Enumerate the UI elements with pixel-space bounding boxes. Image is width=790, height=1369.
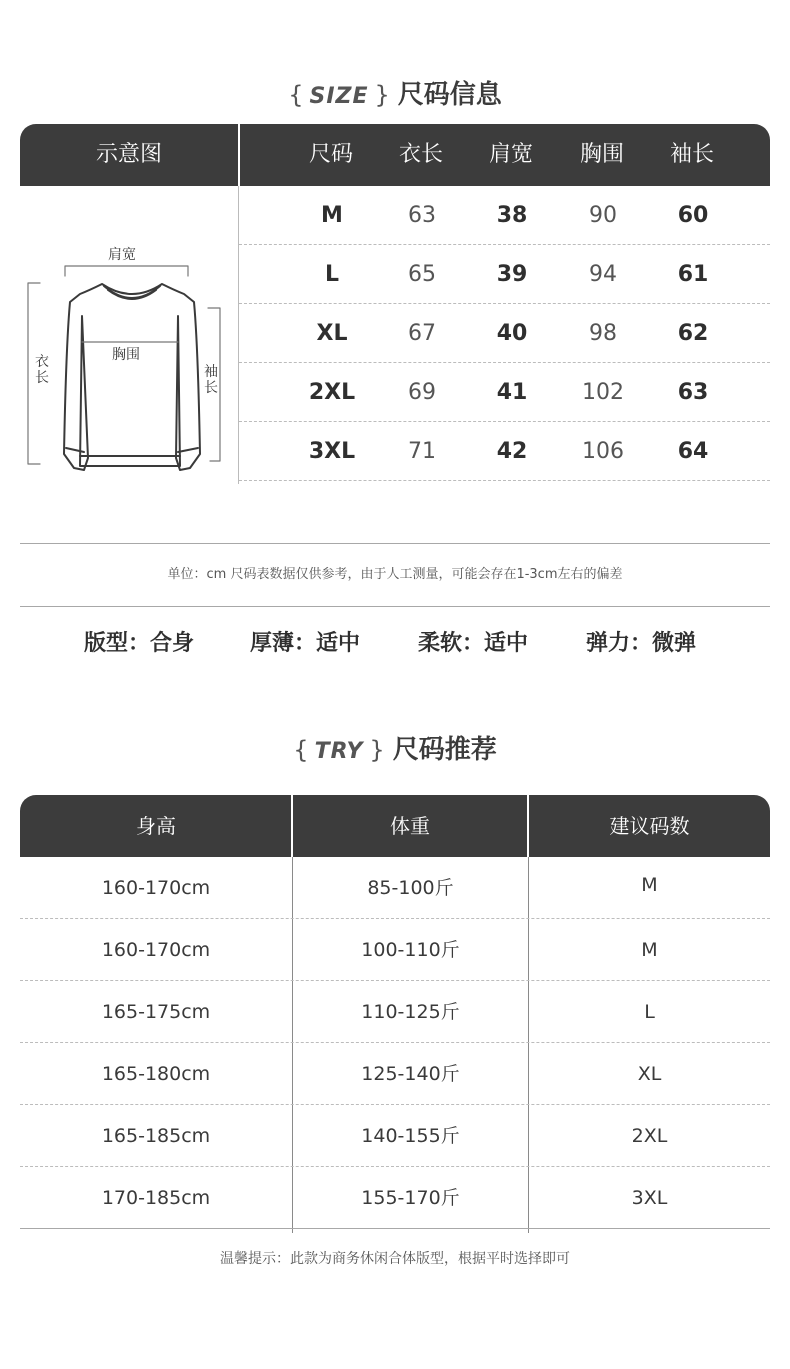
sleeve-length-char: 袖 (204, 364, 218, 380)
recommended-size-cell: L (644, 1001, 655, 1023)
size-title-label: 尺码信息 (397, 80, 502, 110)
table-row (239, 422, 770, 481)
shoulder-cell: 42 (496, 439, 528, 464)
chest-cell: 106 (582, 439, 624, 464)
table-row (239, 363, 770, 422)
column-header-sleeve: 袖长 (669, 142, 714, 167)
height-cell: 165-180cm (101, 1063, 211, 1085)
column-header-recommended-size: 建议码数 (609, 814, 690, 838)
height-cell: 165-175cm (101, 1001, 211, 1023)
column-header-length: 衣长 (398, 142, 443, 167)
length-cell: 69 (408, 380, 436, 405)
divider (20, 606, 770, 607)
size-cell: 2XL (308, 380, 356, 405)
shoulder-cell: 39 (496, 262, 528, 287)
shoulder-cell: 38 (496, 203, 528, 228)
table-row (20, 857, 770, 919)
table-row (20, 919, 770, 981)
recommendation-table-header (20, 795, 770, 857)
height-cell: 165-185cm (101, 1125, 211, 1147)
try-english-label: TRY (314, 739, 364, 764)
sleeve-cell: 60 (677, 203, 709, 228)
table-row (20, 1043, 770, 1105)
table-row (20, 1167, 770, 1229)
table-row (20, 981, 770, 1043)
brace-open: { (293, 736, 309, 764)
weight-cell: 155-170斤 (361, 1187, 460, 1209)
sleeve-cell: 64 (677, 439, 709, 464)
body-length-label (34, 354, 50, 386)
length-cell: 65 (408, 262, 436, 287)
fabric-attributes (0, 626, 790, 662)
chest-cell: 90 (589, 203, 617, 228)
weight-cell: 110-125斤 (361, 1001, 460, 1023)
size-table (20, 124, 770, 464)
recommended-size-cell: M (641, 939, 658, 961)
chest-cell: 102 (582, 380, 624, 405)
table-row (239, 245, 770, 304)
weight-cell: 85-100斤 (367, 877, 454, 899)
size-english-label: SIZE (309, 84, 369, 109)
shoulder-cell: 41 (496, 380, 528, 405)
tip-note: 温馨提示：此款为商务休闲合体版型，根据平时选择即可 (220, 1251, 570, 1267)
column-header-size: 尺码 (308, 142, 353, 167)
size-cell: M (321, 203, 343, 228)
diagram-header: 示意图 (95, 142, 162, 167)
recommendation-table-body (20, 857, 770, 1229)
body-length-char: 衣 (35, 354, 49, 370)
chest-cell: 98 (589, 321, 617, 346)
column-header-weight: 体重 (390, 814, 430, 838)
size-table-body (238, 186, 770, 484)
chest-label: 胸围 (112, 347, 140, 363)
brace-close: } (369, 736, 385, 764)
body-length-char: 长 (35, 370, 49, 386)
sweater-outline-icon (20, 186, 238, 484)
shoulder-width-label: 肩宽 (108, 247, 136, 263)
height-cell: 160-170cm (101, 877, 211, 899)
length-cell: 63 (408, 203, 436, 228)
size-table-header (20, 124, 770, 186)
table-row (20, 1105, 770, 1167)
brace-close: } (374, 81, 390, 109)
brace-open: { (288, 81, 304, 109)
column-header-chest: 胸围 (579, 142, 624, 167)
length-cell: 71 (408, 439, 436, 464)
height-cell: 170-185cm (101, 1187, 211, 1209)
size-cell: 3XL (308, 439, 356, 464)
recommended-size-cell: M (641, 874, 658, 896)
length-cell: 67 (408, 321, 436, 346)
shoulder-cell: 40 (496, 321, 528, 346)
table-row (239, 304, 770, 363)
table-row (239, 186, 770, 245)
size-cell: L (324, 262, 340, 287)
attribute-softness: 柔软：适中 (418, 631, 529, 656)
chest-cell: 94 (589, 262, 617, 287)
unit-note: 单位：cm 尺码表数据仅供参考，由于人工测量，可能会存在1-3cm左右的偏差 (167, 567, 623, 582)
recommended-size-cell: 2XL (631, 1125, 668, 1147)
attribute-elasticity: 弹力：微弹 (586, 631, 697, 656)
try-section-title (0, 729, 790, 766)
sleeve-cell: 61 (677, 262, 709, 287)
column-header-shoulder: 肩宽 (488, 142, 533, 167)
recommended-size-cell: XL (637, 1063, 662, 1085)
sweater-diagram (20, 186, 238, 484)
weight-cell: 100-110斤 (361, 939, 460, 961)
sleeve-cell: 63 (677, 380, 709, 405)
attribute-fit: 版型：合身 (84, 631, 195, 656)
header-separator (238, 124, 240, 186)
sleeve-length-char: 长 (204, 380, 218, 396)
sleeve-length-label (203, 364, 219, 396)
size-cell: XL (316, 321, 348, 346)
weight-cell: 125-140斤 (361, 1063, 460, 1085)
try-title-label: 尺码推荐 (392, 735, 497, 765)
height-cell: 160-170cm (101, 939, 211, 961)
weight-cell: 140-155斤 (361, 1125, 460, 1147)
divider (20, 543, 770, 544)
sleeve-cell: 62 (677, 321, 709, 346)
column-header-height: 身高 (136, 814, 176, 838)
recommended-size-cell: 3XL (631, 1187, 668, 1209)
recommendation-table (20, 795, 770, 1209)
attribute-thickness: 厚薄：适中 (250, 631, 361, 656)
size-section-title (0, 74, 790, 111)
